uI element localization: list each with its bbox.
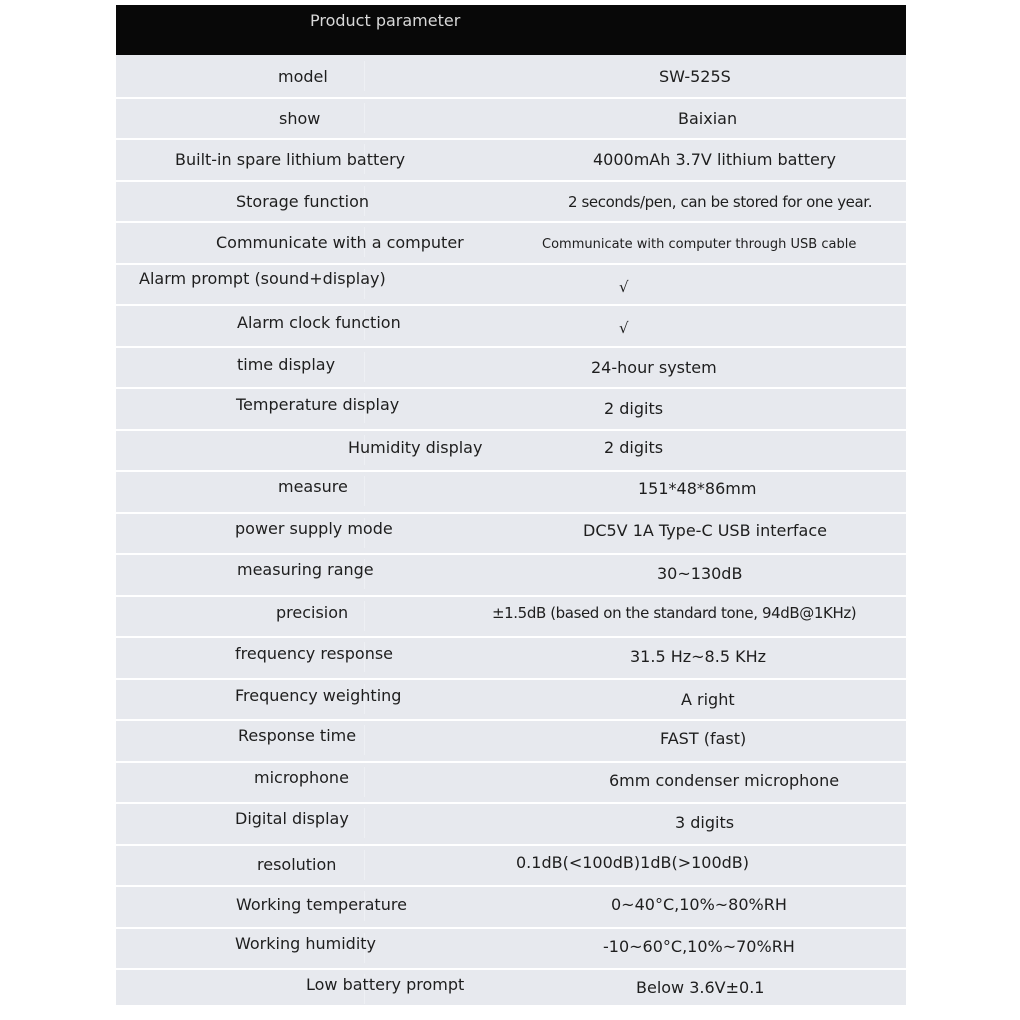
param-value: 2 seconds/pen, can be stored for one year. bbox=[568, 192, 873, 211]
param-value: 4000mAh 3.7V lithium battery bbox=[593, 150, 836, 169]
table-row bbox=[116, 223, 906, 265]
param-label: frequency response bbox=[235, 644, 394, 663]
param-value: SW-525S bbox=[659, 67, 731, 86]
param-label: model bbox=[278, 67, 328, 86]
param-value: Communicate with computer through USB cable bbox=[542, 237, 857, 252]
param-value: 2 digits bbox=[604, 437, 664, 457]
table-row bbox=[116, 431, 906, 473]
param-value: 24-hour system bbox=[591, 357, 717, 377]
param-label: time display bbox=[237, 354, 336, 374]
table-row bbox=[116, 721, 906, 763]
table-row bbox=[116, 182, 906, 224]
table-row bbox=[116, 680, 906, 722]
param-value: 151*48*86mm bbox=[638, 479, 757, 498]
param-value: Baixian bbox=[678, 108, 738, 128]
param-label: measure bbox=[278, 477, 348, 496]
table-row bbox=[116, 348, 906, 390]
parameter-sheet bbox=[116, 5, 906, 1005]
param-label: Digital display bbox=[235, 809, 349, 828]
param-value: 6mm condenser microphone bbox=[609, 770, 840, 790]
param-label: Frequency weighting bbox=[235, 685, 402, 705]
param-value: 3 digits bbox=[675, 813, 735, 832]
table-header bbox=[116, 5, 906, 55]
param-label: microphone bbox=[254, 767, 349, 787]
table-row bbox=[116, 514, 906, 556]
param-value: 30~130dB bbox=[657, 564, 743, 583]
table-row bbox=[116, 887, 906, 929]
param-value: 31.5 Hz~8.5 KHz bbox=[630, 647, 766, 666]
param-value: 0~40°C,10%~80%RH bbox=[611, 895, 787, 914]
param-label: power supply mode bbox=[235, 518, 393, 538]
param-value: A right bbox=[681, 689, 735, 709]
param-label: precision bbox=[276, 602, 349, 622]
table-row bbox=[116, 597, 906, 639]
table-row bbox=[116, 970, 906, 1012]
param-value: DC5V 1A Type-C USB interface bbox=[583, 520, 827, 540]
param-label: Alarm prompt (sound+display) bbox=[139, 268, 386, 288]
table-title: Product parameter bbox=[310, 11, 461, 30]
check-mark: √ bbox=[619, 277, 629, 296]
table-row bbox=[116, 763, 906, 805]
param-label: Response time bbox=[238, 726, 357, 745]
param-label: Communicate with a computer bbox=[216, 233, 464, 252]
table-row bbox=[116, 140, 906, 182]
param-value: -10~60°C,10%~70%RH bbox=[603, 936, 795, 956]
table-row bbox=[116, 804, 906, 846]
table-row bbox=[116, 57, 906, 99]
param-label: Storage function bbox=[236, 191, 370, 211]
param-value: 2 digits bbox=[604, 399, 664, 418]
param-label: Low battery prompt bbox=[306, 975, 465, 994]
param-label: Working temperature bbox=[236, 895, 407, 914]
param-label: resolution bbox=[257, 854, 337, 874]
param-label: Built-in spare lithium battery bbox=[175, 150, 406, 169]
table-row bbox=[116, 265, 906, 307]
table-row bbox=[116, 638, 906, 680]
table-row bbox=[116, 99, 906, 141]
param-label: show bbox=[279, 108, 321, 128]
table-row bbox=[116, 389, 906, 431]
table-row bbox=[116, 306, 906, 348]
param-value: ±1.5dB (based on the standard tone, 94dB@1KHz) bbox=[492, 603, 857, 622]
param-label: Working humidity bbox=[235, 933, 376, 953]
check-mark: √ bbox=[619, 319, 629, 337]
param-label: Alarm clock function bbox=[237, 313, 401, 332]
table-row bbox=[116, 472, 906, 514]
param-label: measuring range bbox=[237, 560, 374, 579]
table-row bbox=[116, 846, 906, 888]
table-row bbox=[116, 555, 906, 597]
parameter-table bbox=[116, 57, 906, 1012]
param-value: FAST (fast) bbox=[660, 729, 747, 748]
table-row bbox=[116, 929, 906, 971]
param-label: Humidity display bbox=[348, 437, 483, 457]
param-value: Below 3.6V±0.1 bbox=[636, 978, 765, 997]
param-value: 0.1dB(<100dB)1dB(>100dB) bbox=[516, 852, 750, 872]
param-label: Temperature display bbox=[236, 395, 400, 414]
